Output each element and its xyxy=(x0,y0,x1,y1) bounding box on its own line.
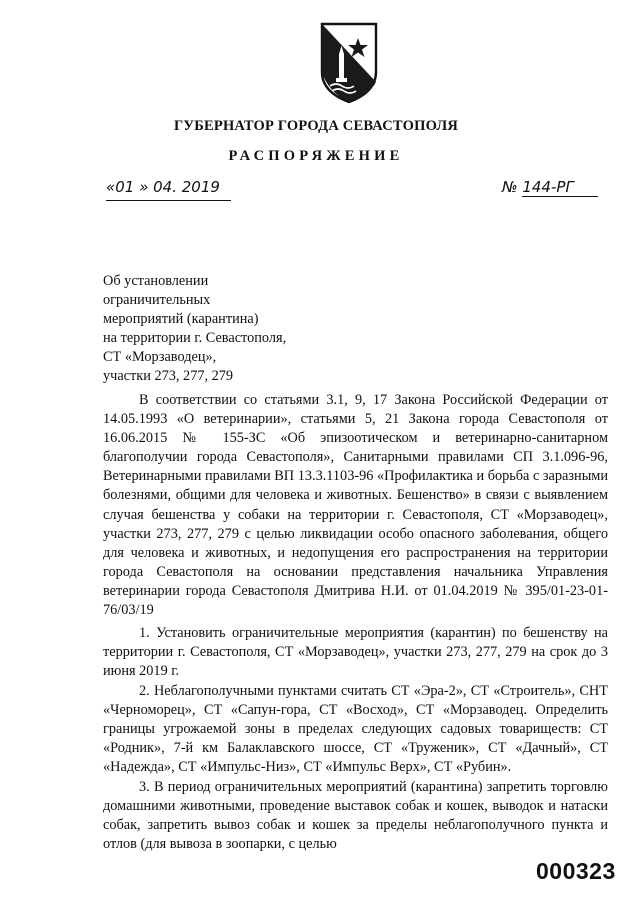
document-type: РАСПОРЯЖЕНИЕ xyxy=(228,148,404,164)
document-number-field xyxy=(502,178,608,200)
preamble-paragraph: В соответствии со статьями 3.1, 9, 17 Закона Российской Федерации от 14.05.1993 «О ветеринарии», статьями 5, 21 Закона города Севастополя от 16.06.2015 № 155-ЗС «Об эпизоотическом и ветеринарно-санитарном благополучии города Севастополя», Санитарными правилами СП 3.1.096-96, Ветеринарными правилами ВП 13.3.1103-96 «Профилактика и борьба с заразными болезнями, общими для человека и животных. Бешенство» в связи с выявлением случая бешенства у собаки на территории г. Севастополя, СТ «Морзаводец», участки 273, 277, 279 с целью ликвидации особо опасного заболевания, общего для человека и животных, и недопущения его распространения на территории города Севастополя на основании представления начальника Управления ветеринарии города Севастополя Дмитрива Н.И. от 01.04.2019 № 395/01-23-01-76/03/19 xyxy=(103,392,608,619)
number-prefix: № xyxy=(502,178,518,196)
clause-2: 2. Неблагополучными пунктами считать СТ «Эра-2», СТ «Строитель», СНТ «Черноморец», СТ «Сапун-гора, СТ «Восход», СТ «Морзаводец. Определить границы угрожаемой зоны в пределах следующих садовых товариществ: СТ «Родник», 7-й км Балаклавского шоссе, СТ «Труженик», СТ «Дачный», СТ «Надежда», СТ «Импульс-Низ», СТ «Импульс Верх», СТ «Рубин». xyxy=(103,683,608,776)
subject-line: мероприятий (карантина) xyxy=(103,311,259,328)
clause-3: 3. В период ограничительных мероприятий (карантина) запретить торговлю домашними животными, проведение выставок собак и кошек, выводок и натаски собак, запретить вывоз собак и кошек за пределы неблагополучного пункта и отлов (для вывоза в зоопарки, с целью xyxy=(103,779,608,853)
issuing-authority: ГУБЕРНАТОР ГОРОДА СЕВАСТОПОЛЯ xyxy=(173,118,459,134)
clause-1: 1. Установить ограничительные мероприятия (карантин) по бешенству на территории г. Севастополя, СТ «Морзаводец», участки 273, 277, 279 на срок до 3 июня 2019 г. xyxy=(103,625,608,680)
subject-line: ограничительных xyxy=(103,292,211,309)
document-subject xyxy=(103,272,363,387)
serial-number: 000323 xyxy=(536,858,616,884)
subject-line: СТ «Морзаводец», xyxy=(103,349,217,366)
subject-line: Об установлении xyxy=(103,273,209,289)
document-date: «01 » 04. 2019 xyxy=(106,178,231,201)
subject-line: участки 273, 277, 279 xyxy=(103,368,234,385)
coat-of-arms-icon xyxy=(318,20,380,104)
subject-line: на территории г. Севастополя, xyxy=(103,330,287,347)
document-number: 144-РГ xyxy=(522,178,598,197)
